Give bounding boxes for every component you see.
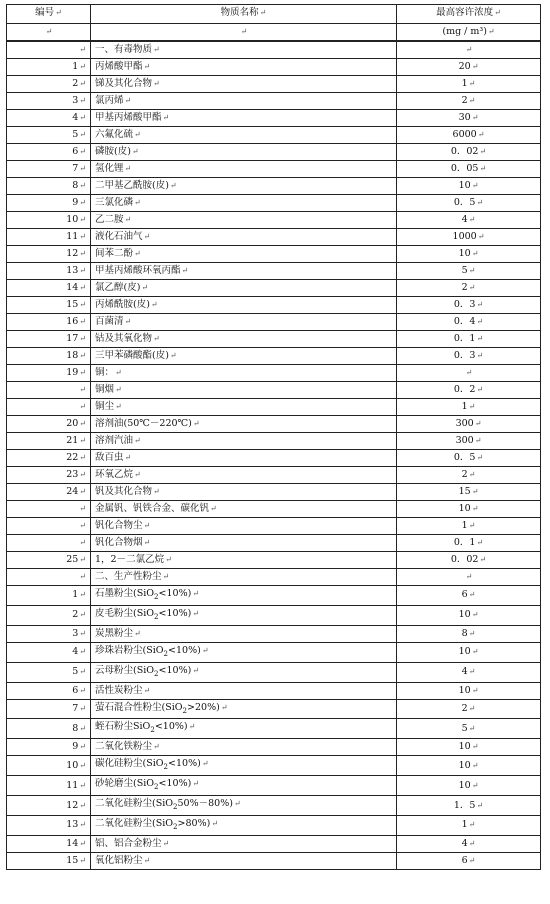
header-name-cont: ↵ xyxy=(91,24,397,42)
row-number: ↵ xyxy=(7,501,91,518)
substance-name: 铜尘↵ xyxy=(91,399,397,416)
max-concentration: 2↵ xyxy=(397,699,541,719)
max-concentration: 8↵ xyxy=(397,625,541,642)
table-row xyxy=(7,552,541,569)
table-row xyxy=(7,625,541,642)
row-number: 23↵ xyxy=(7,467,91,484)
substance-name: 石墨粉尘(SiO$_2$<10%)↵ xyxy=(91,586,397,606)
row-number: ↵ xyxy=(7,518,91,535)
max-concentration: 10↵ xyxy=(397,756,541,776)
row-number: 24↵ xyxy=(7,484,91,501)
table-row xyxy=(7,776,541,796)
table-row xyxy=(7,501,541,518)
max-concentration: 1↵ xyxy=(397,816,541,836)
max-concentration: 2↵ xyxy=(397,467,541,484)
substance-name: 皮毛粉尘(SiO$_2$<10%)↵ xyxy=(91,605,397,625)
max-concentration: 0．1↵ xyxy=(397,331,541,348)
table-row xyxy=(7,161,541,178)
max-concentration: 4↵ xyxy=(397,662,541,682)
row-number: ↵ xyxy=(7,399,91,416)
table-row xyxy=(7,662,541,682)
table-row xyxy=(7,756,541,776)
table-row xyxy=(7,569,541,586)
row-number: 15↵ xyxy=(7,297,91,314)
row-number: 6↵ xyxy=(7,682,91,699)
row-number: 4↵ xyxy=(7,110,91,127)
row-number: 13↵ xyxy=(7,816,91,836)
max-concentration: 10↵ xyxy=(397,739,541,756)
max-concentration: 10↵ xyxy=(397,776,541,796)
row-number: 9↵ xyxy=(7,739,91,756)
max-concentration: 20↵ xyxy=(397,59,541,76)
max-concentration: 0．02↵ xyxy=(397,144,541,161)
substance-name: 钒化合物烟↵ xyxy=(91,535,397,552)
substance-name: 三氯化磷↵ xyxy=(91,195,397,212)
max-concentration: 10↵ xyxy=(397,642,541,662)
substance-name: 钒化合物尘↵ xyxy=(91,518,397,535)
max-concentration: 0．3↵ xyxy=(397,348,541,365)
table-row xyxy=(7,212,541,229)
max-concentration: ↵ xyxy=(397,569,541,586)
table-row xyxy=(7,365,541,382)
substance-name: 六氟化硫↵ xyxy=(91,127,397,144)
table-row xyxy=(7,314,541,331)
max-concentration: 10↵ xyxy=(397,682,541,699)
substance-name: 铜烟↵ xyxy=(91,382,397,399)
row-number: 12↵ xyxy=(7,796,91,816)
row-number: 20↵ xyxy=(7,416,91,433)
substance-name: 丙烯酸甲酯↵ xyxy=(91,59,397,76)
max-concentration: 0．02↵ xyxy=(397,552,541,569)
row-number: ↵ xyxy=(7,569,91,586)
substance-name: 二甲基乙酰胺(皮)↵ xyxy=(91,178,397,195)
table-row xyxy=(7,127,541,144)
max-concentration: 1↵ xyxy=(397,76,541,93)
substance-name: 萤石混合性粉尘(SiO$_2$>20%)↵ xyxy=(91,699,397,719)
substance-name: 珍珠岩粉尘(SiO$_2$<10%)↵ xyxy=(91,642,397,662)
row-number: 15↵ xyxy=(7,852,91,869)
row-number: 1↵ xyxy=(7,59,91,76)
max-concentration: 4↵ xyxy=(397,835,541,852)
substance-name: 液化石油气↵ xyxy=(91,229,397,246)
row-number: 21↵ xyxy=(7,433,91,450)
header-name: 物质名称↵ xyxy=(91,5,397,24)
table-row xyxy=(7,739,541,756)
max-concentration: ↵ xyxy=(397,365,541,382)
max-concentration: 10↵ xyxy=(397,605,541,625)
row-number: 10↵ xyxy=(7,756,91,776)
substance-name: 钒及其化合物↵ xyxy=(91,484,397,501)
substance-name: 敌百虫↵ xyxy=(91,450,397,467)
row-number: 14↵ xyxy=(7,280,91,297)
row-number: 14↵ xyxy=(7,835,91,852)
max-concentration: 10↵ xyxy=(397,246,541,263)
substance-name: 甲基丙烯酸环氧丙酯↵ xyxy=(91,263,397,280)
table-row xyxy=(7,93,541,110)
substance-name: 金属钒、钒铁合金、碳化钒↵ xyxy=(91,501,397,518)
table-row xyxy=(7,682,541,699)
substance-name: 甲基丙烯酸甲酯↵ xyxy=(91,110,397,127)
table-row xyxy=(7,796,541,816)
substance-name: 溶剂汽油↵ xyxy=(91,433,397,450)
substance-name: 铜：↵ xyxy=(91,365,397,382)
table-row xyxy=(7,586,541,606)
max-concentration: 0．2↵ xyxy=(397,382,541,399)
max-concentration: 10↵ xyxy=(397,178,541,195)
row-number: 17↵ xyxy=(7,331,91,348)
substance-name: 一、有毒物质↵ xyxy=(91,41,397,59)
table-header xyxy=(7,5,541,42)
substance-name: 钴及其氧化物↵ xyxy=(91,331,397,348)
substance-name: 溶剂油(50℃－220℃)↵ xyxy=(91,416,397,433)
max-concentration: 30↵ xyxy=(397,110,541,127)
row-number: 22↵ xyxy=(7,450,91,467)
substance-name: 锑及其化合物↵ xyxy=(91,76,397,93)
table-row xyxy=(7,144,541,161)
substance-name: 三甲苯磷酸酯(皮)↵ xyxy=(91,348,397,365)
max-concentration: 0．1↵ xyxy=(397,535,541,552)
table-row xyxy=(7,719,541,739)
max-concentration: 1↵ xyxy=(397,518,541,535)
table-row xyxy=(7,280,541,297)
table-row xyxy=(7,382,541,399)
row-number: 5↵ xyxy=(7,127,91,144)
substance-name: 乙二胺↵ xyxy=(91,212,397,229)
substance-name: 二氧化铁粉尘↵ xyxy=(91,739,397,756)
row-number: 16↵ xyxy=(7,314,91,331)
max-concentration: 5↵ xyxy=(397,263,541,280)
table-row xyxy=(7,229,541,246)
max-concentration: 0．5↵ xyxy=(397,450,541,467)
table-row xyxy=(7,41,541,59)
row-number: 10↵ xyxy=(7,212,91,229)
max-concentration: ↵ xyxy=(397,41,541,59)
table-row xyxy=(7,110,541,127)
row-number: 11↵ xyxy=(7,776,91,796)
row-number: 5↵ xyxy=(7,662,91,682)
table-row xyxy=(7,816,541,836)
max-concentration: 1↵ xyxy=(397,399,541,416)
max-concentration: 2↵ xyxy=(397,93,541,110)
row-number: 12↵ xyxy=(7,246,91,263)
table-row xyxy=(7,195,541,212)
max-concentration: 6↵ xyxy=(397,852,541,869)
table-row xyxy=(7,467,541,484)
substance-name: 氯乙醇(皮)↵ xyxy=(91,280,397,297)
table-row xyxy=(7,297,541,314)
table-row xyxy=(7,433,541,450)
row-number: 6↵ xyxy=(7,144,91,161)
substance-name: 1，2－二氯乙烷↵ xyxy=(91,552,397,569)
row-number: ↵ xyxy=(7,382,91,399)
table-row xyxy=(7,59,541,76)
table-row xyxy=(7,331,541,348)
table-row xyxy=(7,699,541,719)
row-number: 3↵ xyxy=(7,625,91,642)
row-number: 3↵ xyxy=(7,93,91,110)
row-number: 9↵ xyxy=(7,195,91,212)
row-number: 11↵ xyxy=(7,229,91,246)
max-concentration: 1000↵ xyxy=(397,229,541,246)
substance-name: 百菌清↵ xyxy=(91,314,397,331)
max-concentration: 5↵ xyxy=(397,719,541,739)
row-number: 2↵ xyxy=(7,605,91,625)
table-row xyxy=(7,348,541,365)
row-number: 4↵ xyxy=(7,642,91,662)
substance-name: 氢化锂↵ xyxy=(91,161,397,178)
max-concentration: 10↵ xyxy=(397,501,541,518)
substance-name: 活性炭粉尘↵ xyxy=(91,682,397,699)
row-number: 8↵ xyxy=(7,719,91,739)
max-concentration: 0．3↵ xyxy=(397,297,541,314)
table-row xyxy=(7,484,541,501)
table-row xyxy=(7,605,541,625)
max-concentration: 0．5↵ xyxy=(397,195,541,212)
document-page xyxy=(6,4,540,870)
substance-name: 二氧化硅粉尘(SiO$_2$>80%)↵ xyxy=(91,816,397,836)
row-number: 7↵ xyxy=(7,699,91,719)
header-no-cont: ↵ xyxy=(7,24,91,42)
table-row xyxy=(7,450,541,467)
substance-name: 二氧化硅粉尘(SiO$_2$50%－80%)↵ xyxy=(91,796,397,816)
table-row xyxy=(7,518,541,535)
header-no: 编号↵ xyxy=(7,5,91,24)
table-body xyxy=(7,41,541,869)
substance-name: 间苯二酚↵ xyxy=(91,246,397,263)
substance-name: 氯丙烯↵ xyxy=(91,93,397,110)
max-concentration: 300↵ xyxy=(397,433,541,450)
header-conc: 最高容许浓度↵ xyxy=(397,5,541,24)
substance-name: 氧化铝粉尘↵ xyxy=(91,852,397,869)
max-concentration: 0．4↵ xyxy=(397,314,541,331)
max-concentration: 300↵ xyxy=(397,416,541,433)
max-concentration: 4↵ xyxy=(397,212,541,229)
substance-name: 磷胺(皮)↵ xyxy=(91,144,397,161)
row-number: 13↵ xyxy=(7,263,91,280)
substance-name: 碳化硅粉尘(SiO$_2$<10%)↵ xyxy=(91,756,397,776)
table-row xyxy=(7,535,541,552)
row-number: 25↵ xyxy=(7,552,91,569)
row-number: 18↵ xyxy=(7,348,91,365)
table-row xyxy=(7,178,541,195)
max-concentration: 6000↵ xyxy=(397,127,541,144)
row-number: 2↵ xyxy=(7,76,91,93)
substance-name: 铝、铝合金粉尘↵ xyxy=(91,835,397,852)
table-row xyxy=(7,416,541,433)
max-concentration: 1．5↵ xyxy=(397,796,541,816)
substance-name: 炭黑粉尘↵ xyxy=(91,625,397,642)
substance-name: 云母粉尘(SiO$_2$<10%)↵ xyxy=(91,662,397,682)
substance-name: 蛭石粉尘SiO$_2$<10%)↵ xyxy=(91,719,397,739)
max-concentration: 6↵ xyxy=(397,586,541,606)
row-number: ↵ xyxy=(7,41,91,59)
row-number: 1↵ xyxy=(7,586,91,606)
table-row xyxy=(7,246,541,263)
table-row xyxy=(7,642,541,662)
row-number: ↵ xyxy=(7,535,91,552)
table-row xyxy=(7,263,541,280)
header-conc-unit: (mg / m³)↵ xyxy=(397,24,541,42)
substance-name: 二、生产性粉尘↵ xyxy=(91,569,397,586)
max-concentration: 0．05↵ xyxy=(397,161,541,178)
concentration-table xyxy=(6,4,541,870)
substance-name: 丙烯酰胺(皮)↵ xyxy=(91,297,397,314)
substance-name: 环氧乙烷↵ xyxy=(91,467,397,484)
table-row xyxy=(7,852,541,869)
table-row xyxy=(7,76,541,93)
row-number: 8↵ xyxy=(7,178,91,195)
max-concentration: 15↵ xyxy=(397,484,541,501)
table-row xyxy=(7,835,541,852)
row-number: 19↵ xyxy=(7,365,91,382)
substance-name: 砂轮磨尘(SiO$_2$<10%)↵ xyxy=(91,776,397,796)
row-number: 7↵ xyxy=(7,161,91,178)
table-row xyxy=(7,399,541,416)
max-concentration: 2↵ xyxy=(397,280,541,297)
